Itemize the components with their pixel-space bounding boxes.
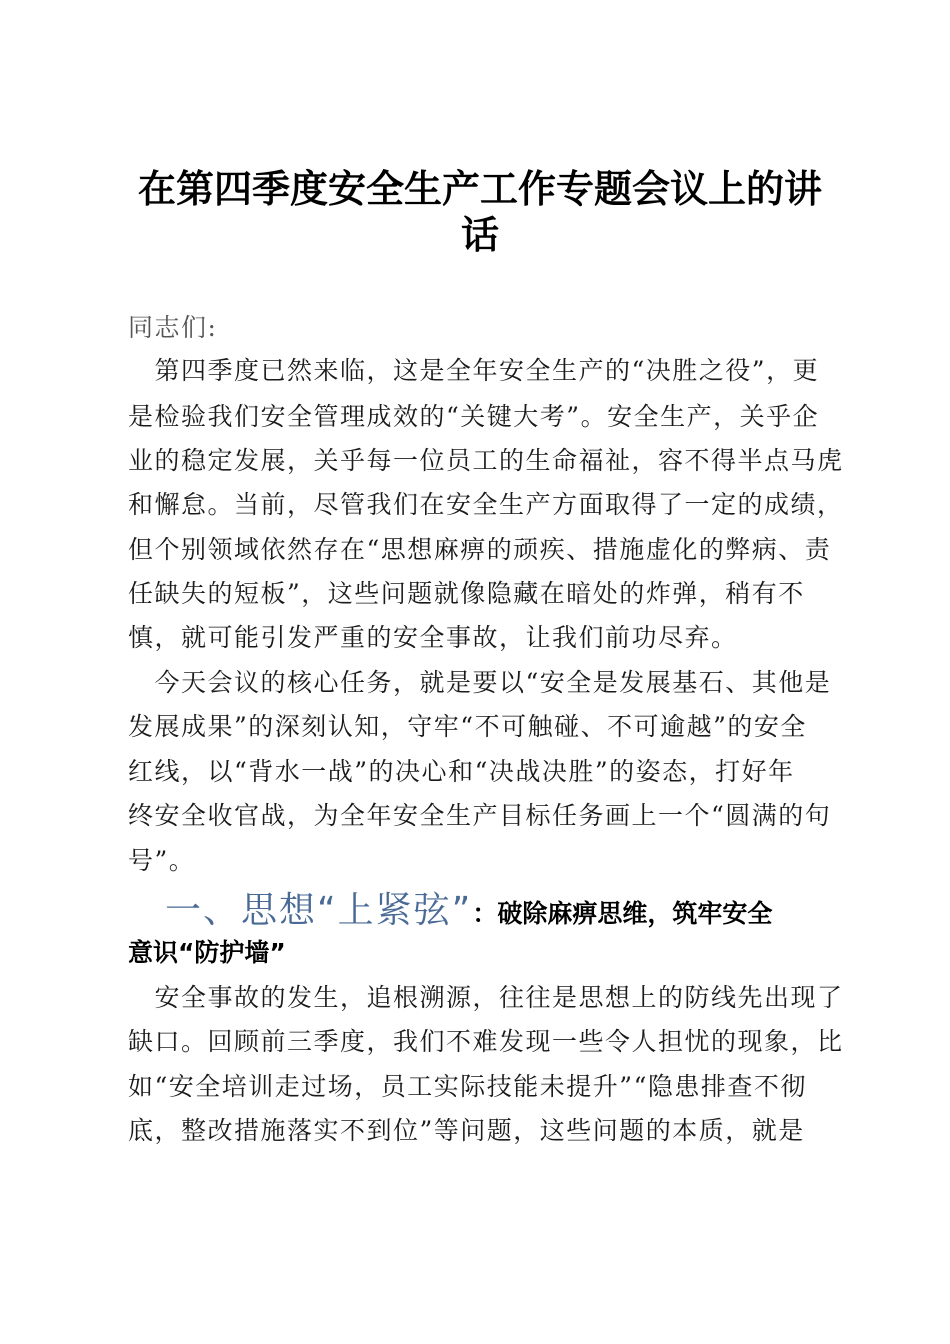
section-heading-subtitle: ：破除麻痹思维，筑牢安全: [472, 899, 773, 928]
paragraph-line: 终安全收官战，为全年安全生产目标任务画上一个“圆满的句: [128, 801, 832, 830]
paragraph-line: 红线，以“背水一战”的决心和“决战决胜”的姿态，打好年: [128, 757, 795, 786]
paragraph-line: 是检验我们安全管理成效的“关键大考”。安全生产，关乎企: [128, 402, 820, 431]
title-line-1: 在第四季度安全生产工作专题会议上的讲: [137, 167, 822, 211]
paragraph-line: 今天会议的核心任务，就是要以“安全是发展基石、其他是: [128, 668, 832, 697]
section-heading-line-2: 意识“防护墙”: [128, 938, 286, 967]
paragraph-line: 慎，就可能引发严重的安全事故，让我们前功尽弃。: [128, 623, 738, 652]
section-heading-number: 一、思想“上紧弦”: [165, 890, 473, 931]
paragraph-line: 缺口。回顾前三季度，我们不难发现一些令人担忧的现象，比: [128, 1027, 844, 1056]
title-line-2: 话: [460, 213, 499, 257]
paragraph-line: 任缺失的短板”，这些问题就像隐藏在暗处的炸弹，稍有不: [128, 579, 805, 608]
paragraph-line: 号”。: [128, 846, 196, 875]
paragraph-line: 但个别领域依然存在“思想麻痹的顽疾、措施虚化的弊病、责: [128, 535, 832, 564]
paragraph-line: 第四季度已然来临，这是全年安全生产的“决胜之役”，更: [128, 356, 820, 385]
paragraph-line: 底，整改措施落实不到位”等问题，这些问题的本质，就是: [128, 1116, 805, 1145]
paragraph-line: 业的稳定发展，关乎每一位员工的生命福祉，容不得半点马虎: [128, 446, 844, 475]
greeting: 同志们:: [128, 313, 218, 342]
document-title: [120, 166, 840, 258]
paragraph-line: 发展成果”的深刻认知，守牢“不可触碰、不可逾越”的安全: [128, 712, 807, 741]
paragraph-line: 安全事故的发生，追根溯源，往往是思想上的防线先出现了: [128, 983, 844, 1012]
section-heading-1: [165, 882, 772, 933]
paragraph-line: 如“安全培训走过场，员工实际技能未提升”“隐患排查不彻: [128, 1072, 807, 1101]
paragraph-line: 和懈怠。当前，尽管我们在安全生产方面取得了一定的成绩，: [128, 490, 844, 519]
